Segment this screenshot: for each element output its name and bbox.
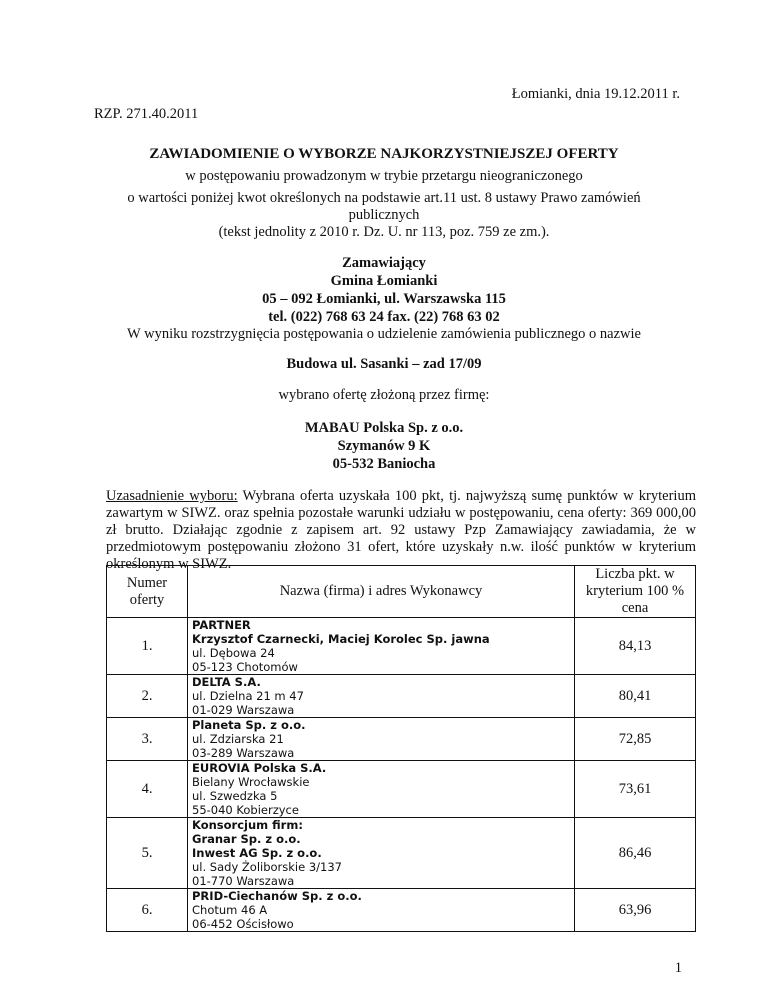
offer-number: 4. bbox=[107, 761, 188, 818]
contractor-address-line: ul. Dzielna 21 m 47 bbox=[192, 689, 304, 703]
offer-points: 86,46 bbox=[575, 818, 696, 889]
winner-city: 05-532 Baniocha bbox=[332, 456, 436, 472]
contractor-address-line: ul. Zdziarska 21 bbox=[192, 732, 284, 746]
table-row bbox=[107, 761, 696, 818]
contractor-details bbox=[188, 818, 575, 889]
reference-number: RZP. 271.40.2011 bbox=[94, 106, 199, 122]
document-title: ZAWIADOMIENIE O WYBORZE NAJKORZYSTNIEJSZEJ OFERTY bbox=[149, 146, 619, 162]
offer-number: 6. bbox=[107, 889, 188, 932]
contractor-address-line: 03-289 Warszawa bbox=[192, 746, 295, 760]
header-number: Numer oferty bbox=[107, 566, 188, 618]
contractor-address-line: 55-040 Kobierzyce bbox=[192, 803, 299, 817]
contractor-name-line: Konsorcjum firm: bbox=[192, 818, 303, 832]
contractor-address-line: 01-770 Warszawa bbox=[192, 874, 295, 888]
contractor-address-line: ul. Sady Żoliborskie 3/137 bbox=[192, 860, 342, 874]
title-line-1: w postępowaniu prowadzonym w trybie przetargu nieograniczonego bbox=[185, 168, 583, 184]
contract-name: Budowa ul. Sasanki – zad 17/09 bbox=[286, 356, 482, 372]
winner-name: MABAU Polska Sp. z o.o. bbox=[304, 420, 464, 436]
offer-number: 2. bbox=[107, 675, 188, 718]
title-line-2: o wartości poniżej kwot określonych na podstawie art.11 ust. 8 ustawy Prawo zamówień bbox=[127, 190, 641, 206]
title-line-4: (tekst jednolity z 2010 r. Dz. U. nr 113, poz. 759 ze zm.). bbox=[218, 224, 550, 240]
contracting-authority-label: Zamawiający bbox=[342, 255, 426, 271]
contractor-name-line: Planeta Sp. z o.o. bbox=[192, 718, 306, 732]
justification bbox=[106, 488, 696, 573]
justification-text: Wybrana oferta uzyskała 100 pkt, tj. najwyższą sumę punktów w kryterium zawartym w SIWZ. oraz spełnia pozostałe warunki udziału w postępowaniu, cena oferty: 369 000,00 zł brutto. Działając zgodnie z zapisem art. 92 ustawy Pzp Zamawiający zawiadamia, że w przedmiotowym postępowaniu złożono 31 ofert, które uzyskały n.w. ilość punktów w kryterium określonym w SIWZ. bbox=[106, 488, 696, 572]
winner-street: Szymanów 9 K bbox=[337, 438, 431, 454]
table-body bbox=[107, 618, 696, 932]
contractor-name-line: DELTA S.A. bbox=[192, 675, 261, 689]
offer-points: 84,13 bbox=[575, 618, 696, 675]
place-date: Łomianki, dnia 19.12.2011 r. bbox=[511, 86, 680, 102]
title-line-3: publicznych bbox=[348, 207, 420, 223]
header-points: Liczba pkt. w kryterium 100 % cena bbox=[575, 566, 696, 618]
procedure-line: W wyniku rozstrzygnięcia postępowania o udzielenie zamówienia publicznego o nazwie bbox=[127, 326, 641, 342]
offer-number: 1. bbox=[107, 618, 188, 675]
contractor-address-line: Chotum 46 A bbox=[192, 903, 268, 917]
offer-points: 63,96 bbox=[575, 889, 696, 932]
offer-number: 5. bbox=[107, 818, 188, 889]
contractor-address-line: Bielany Wrocławskie bbox=[192, 775, 310, 789]
contractor-name-line: Granar Sp. z o.o. bbox=[192, 832, 301, 846]
contractor-address-line: ul. Dębowa 24 bbox=[192, 646, 275, 660]
contractor-address-line: ul. Szwedzka 5 bbox=[192, 789, 278, 803]
contractor-address-line: 01-029 Warszawa bbox=[192, 703, 295, 717]
contractor-address-line: 06-452 Ościsłowo bbox=[192, 917, 294, 931]
contractor-details bbox=[188, 889, 575, 932]
offer-number: 3. bbox=[107, 718, 188, 761]
table-row bbox=[107, 675, 696, 718]
table-header-row bbox=[107, 566, 696, 618]
contractor-details bbox=[188, 618, 575, 675]
page-number: 1 bbox=[674, 960, 682, 976]
table-row bbox=[107, 618, 696, 675]
contracting-authority-phone: tel. (022) 768 63 24 fax. (22) 768 63 02 bbox=[268, 309, 500, 325]
offer-points: 72,85 bbox=[575, 718, 696, 761]
contractor-name-line: PRID-Ciechanów Sp. z o.o. bbox=[192, 889, 362, 903]
justification-label: Uzasadnienie wyboru: bbox=[106, 488, 238, 504]
offer-points: 73,61 bbox=[575, 761, 696, 818]
offer-points: 80,41 bbox=[575, 675, 696, 718]
contractor-name-line: Inwest AG Sp. z o.o. bbox=[192, 846, 322, 860]
contractor-name-line: PARTNER bbox=[192, 618, 251, 632]
contractor-details bbox=[188, 761, 575, 818]
header-name: Nazwa (firma) i adres Wykonawcy bbox=[188, 566, 575, 618]
results-table bbox=[106, 565, 696, 932]
contractor-details bbox=[188, 675, 575, 718]
contractor-details bbox=[188, 718, 575, 761]
contractor-address-line: 05-123 Chotomów bbox=[192, 660, 298, 674]
contracting-authority-name: Gmina Łomianki bbox=[330, 273, 438, 289]
table-row bbox=[107, 718, 696, 761]
table-row bbox=[107, 889, 696, 932]
table-row bbox=[107, 818, 696, 889]
contractor-name-line: EUROVIA Polska S.A. bbox=[192, 761, 327, 775]
contractor-name-line: Krzysztof Czarnecki, Maciej Korolec Sp. jawna bbox=[192, 632, 490, 646]
contracting-authority-address: 05 – 092 Łomianki, ul. Warszawska 115 bbox=[262, 291, 506, 307]
selected-intro: wybrano ofertę złożoną przez firmę: bbox=[278, 387, 490, 403]
